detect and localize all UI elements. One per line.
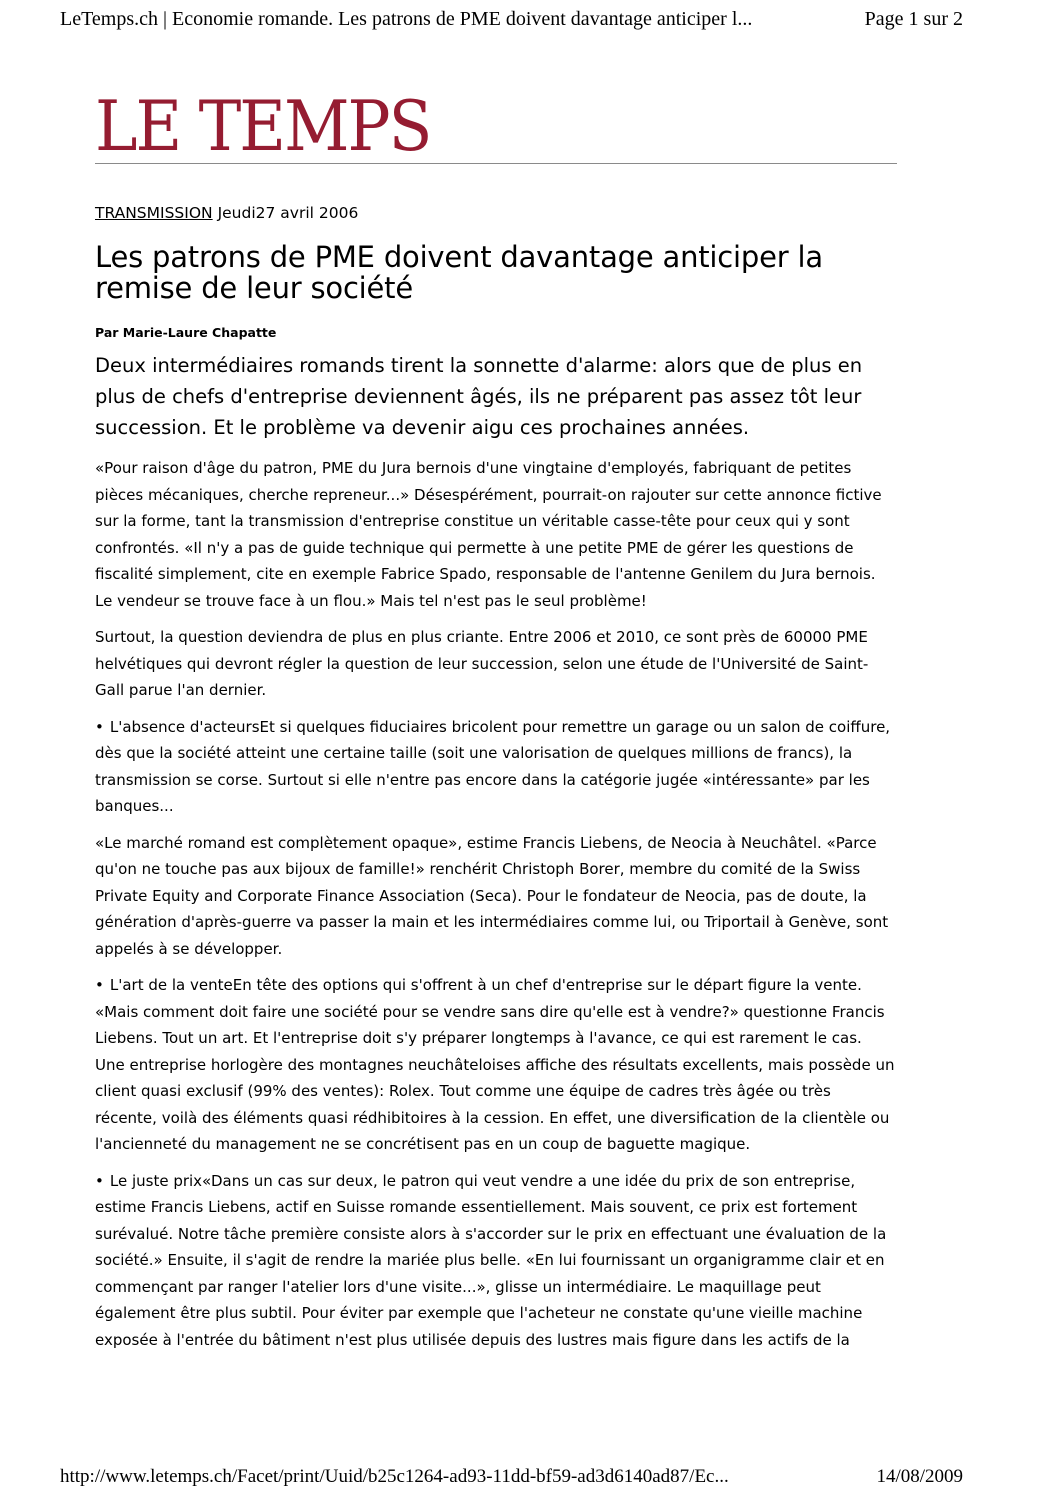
article-lead: Deux intermédiaires romands tirent la sonnette d'alarme: alors que de plus en plus de chefs d'entreprise deviennent âgés, ils ne préparent pas assez tôt leur succession. Et le problème va devenir aigu ces prochaines années.	[95, 354, 863, 439]
article-paragraph-bullet	[95, 972, 895, 1158]
print-footer-url[interactable]: http://www.letemps.ch/Facet/print/Uuid/b25c1264-ad93-11dd-bf59-ad3d6140ad87/Ec...	[60, 1466, 729, 1487]
masthead-divider	[95, 163, 897, 164]
print-header-page-number: Page 1 sur 2	[864, 8, 963, 30]
bullet-icon: •	[95, 1171, 104, 1190]
print-footer	[60, 1465, 963, 1491]
bullet-paragraph-text: L'absence d'acteursEt si quelques fiduciaires bricolent pour remettre un garage ou un salon de coiffure, dès que la société atteint une certaine taille (soit une valorisation de quelques millions de francs), la transmission se corse. Surtout si elle n'entre pas encore dans la catégorie jugée «intéressante» par les banques...	[95, 717, 891, 815]
article-paragraph: «Le marché romand est complètement opaque», estime Francis Liebens, de Neocia à Neuchâtel. «Parce qu'on ne touche pas aux bijoux de famille!» renchérit Christoph Borer, membre du comité de la Swiss Private Equity and Corporate Finance Association (Seca). Pour le fondateur de Neocia, pas de doute, la génération d'après-guerre va passer la main et les intermédiaires comme lui, ou Triportail à Genève, sont appelés à se développer.	[95, 833, 889, 958]
article-kicker	[95, 202, 895, 224]
article-title: Les patrons de PME doivent davantage anticiper la remise de leur société	[95, 240, 823, 305]
article-paragraph-bullet	[95, 1168, 895, 1354]
article-date: Jeudi27 avril 2006	[217, 204, 359, 222]
article-byline: Par Marie-Laure Chapatte	[95, 325, 277, 340]
section-link[interactable]: TRANSMISSION	[95, 204, 213, 222]
bullet-paragraph-text: Le juste prix«Dans un cas sur deux, le patron qui veut vendre a une idée du prix de son entreprise, estime Francis Liebens, actif en Suisse romande essentiellement. Mais souvent, ce prix est fortement surévalué. Notre tâche première consiste alors à s'accorder sur le prix en effectuant une évaluation de la société.» Ensuite, il s'agit de rendre la mariée plus belle. «En lui fournissant un organigramme clair et en commençant par ranger l'atelier lors d'une visite...», glisse un intermédiaire. Le maquillage peut également être plus subtil. Pour éviter par exemple que l'acheteur ne constate qu'une vieille machine exposée à l'entrée du bâtiment n'est plus utilisée depuis des lustres mais figure dans les actifs de la	[95, 1171, 887, 1349]
bullet-icon: •	[95, 717, 104, 736]
print-header	[60, 6, 963, 36]
article-paragraph-bullet	[95, 714, 895, 820]
article-paragraph: Surtout, la question deviendra de plus en plus criante. Entre 2006 et 2010, ce sont près de 60000 PME helvétiques qui devront régler la question de leur succession, selon une étude de l'Université de Saint-Gall parue l'an dernier.	[95, 628, 869, 699]
article-paragraph: «Pour raison d'âge du patron, PME du Jura bernois d'une vingtaine d'employés, fabriquant de petites pièces mécaniques, cherche repreneur...» Désespérément, pourrait-on rajouter sur cette annonce fictive sur la forme, tant la transmission d'entreprise constitue un véritable casse-tête pour ceux qui y sont confrontés. «Il n'y a pas de guide technique qui permette à une petite PME de gérer les questions de fiscalité simplement, cite en exemple Fabrice Spado, responsable de l'antenne Genilem du Jura bernois. Le vendeur se trouve face à un flou.» Mais tel n'est pas le seul problème!	[95, 459, 882, 610]
bullet-paragraph-text: L'art de la venteEn tête des options qui s'offrent à un chef d'entreprise sur le départ figure la vente. «Mais comment doit faire une société pour se vendre sans dire qu'elle est à vendre?» questionne Francis Liebens. Tout un art. Et l'entreprise doit s'y préparer longtemps à l'avance, ce qui est rarement le cas. Une entreprise horlogère des montagnes neuchâteloises affiche des résultats excellents, mais possède un client quasi exclusif (99% des ventes): Rolex. Tout comme une équipe de cadres très âgée ou très récente, voilà des éléments quasi rédhibitoires à la cession. En effet, une diversification de la clientèle ou l'ancienneté du management ne se concrétisent pas en un coup de baguette magique.	[95, 976, 895, 1153]
article	[95, 202, 895, 1363]
article-body	[95, 455, 895, 1353]
masthead-logo: LE TEMPS	[95, 87, 431, 168]
bullet-icon: •	[95, 976, 104, 994]
print-header-title: LeTemps.ch | Economie romande. Les patrons de PME doivent davantage anticiper l...	[60, 8, 753, 30]
print-footer-date: 14/08/2009	[876, 1466, 963, 1487]
